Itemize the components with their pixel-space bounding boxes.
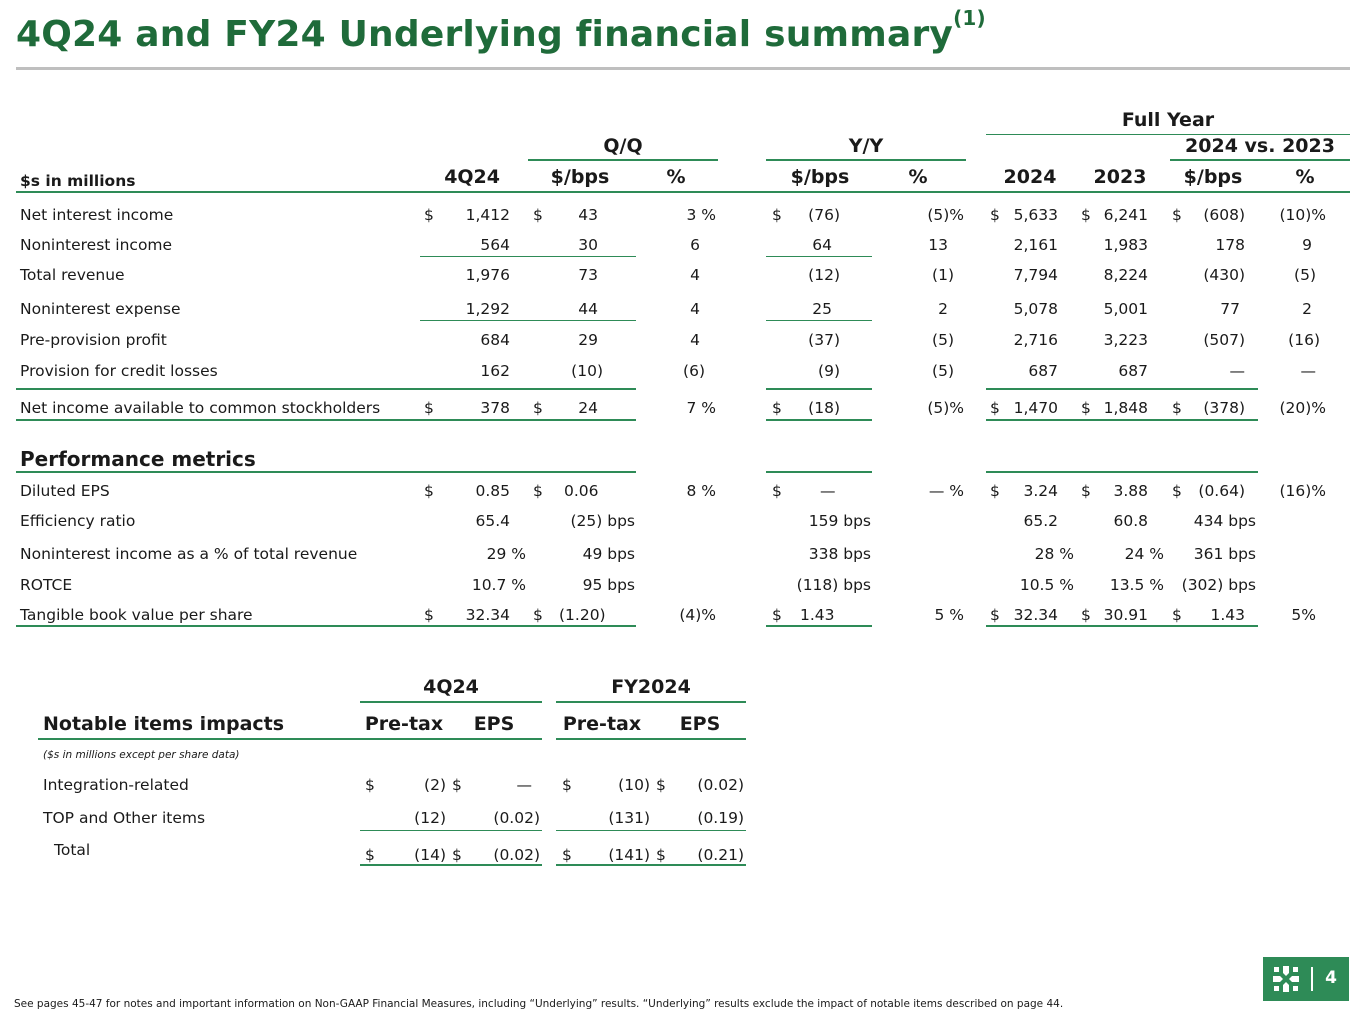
header-bottom-rule <box>16 191 1350 193</box>
perf-rule <box>766 471 872 473</box>
value-4q24: 684 <box>480 331 510 349</box>
dollar-sign: $ <box>562 846 572 864</box>
dollar-sign: $ <box>1172 206 1182 224</box>
dollar-sign: $ <box>1081 482 1091 500</box>
value-4q24: 32.34 <box>465 606 510 624</box>
value-4q24: 0.85 <box>475 482 510 500</box>
dollar-sign: $ <box>990 206 1000 224</box>
value-vs-amt: (430) <box>1203 266 1245 284</box>
header-qq-pct: % <box>666 166 686 188</box>
value-fy24: 687 <box>1028 362 1058 380</box>
value-4q24-eps: (0.02) <box>493 846 540 864</box>
value-vs-pct: (10)% <box>1279 206 1326 224</box>
header-vs-bps: $/bps <box>1183 166 1243 188</box>
value-fy23: 687 <box>1118 362 1148 380</box>
dollar-sign: $ <box>772 606 782 624</box>
value-fy2024-eps: (0.02) <box>697 776 744 794</box>
dollar-sign: $ <box>1081 606 1091 624</box>
brand-mark-icon <box>1271 964 1301 994</box>
value-4q24: 564 <box>480 236 510 254</box>
notable-eps-fy2024: EPS <box>679 713 721 735</box>
dollar-sign: $ <box>424 482 434 500</box>
notable-pretax-fy2024: Pre-tax <box>562 713 642 735</box>
value-qq-amt: 95 bps <box>582 576 635 594</box>
row-label: Noninterest income as a % of total revenue <box>20 545 358 563</box>
value-fy23: 24 % <box>1124 545 1164 563</box>
notable-pretax-4q24: Pre-tax <box>364 713 444 735</box>
notable-header-rule <box>556 701 746 703</box>
value-4q24: 162 <box>480 362 510 380</box>
value-fy24: 3.24 <box>1023 482 1058 500</box>
dollar-sign: $ <box>365 776 375 794</box>
dollar-sign: $ <box>533 399 543 417</box>
value-yy-pct: (5) <box>932 362 954 380</box>
value-fy24: 5,633 <box>1013 206 1058 224</box>
value-yy-pct: — % <box>928 482 964 500</box>
row-label: Diluted EPS <box>20 482 110 500</box>
value-fy24: 1,470 <box>1013 399 1058 417</box>
value-fy2024-pretax: (10) <box>618 776 650 794</box>
value-fy23: 1,848 <box>1103 399 1148 417</box>
value-vs-amt: — <box>1229 362 1245 380</box>
value-qq-pct: (6) <box>683 362 705 380</box>
row-label: Noninterest income <box>20 236 173 254</box>
dollar-sign: $ <box>772 206 782 224</box>
value-vs-pct: (20)% <box>1279 399 1326 417</box>
value-fy24: 28 % <box>1034 545 1074 563</box>
total-rule <box>16 388 636 390</box>
header-yy-pct: % <box>908 166 928 188</box>
value-qq-amt: 29 <box>578 331 598 349</box>
notable-total-rule <box>360 864 542 866</box>
dollar-sign: $ <box>1081 399 1091 417</box>
value-fy2024-pretax: (131) <box>608 809 650 827</box>
header-units: $s in millions <box>20 172 136 190</box>
value-fy23: 13.5 % <box>1109 576 1164 594</box>
value-yy-amt: (12) <box>808 266 840 284</box>
subtotal-rule <box>420 256 636 257</box>
value-yy-pct: (1) <box>932 266 954 284</box>
value-fy24: 10.5 % <box>1019 576 1074 594</box>
row-label: Total revenue <box>20 266 125 284</box>
dollar-sign: $ <box>562 776 572 794</box>
value-vs-pct: — <box>1300 362 1316 380</box>
notable-items-title: Notable items impacts <box>43 713 285 735</box>
value-qq-pct: (4)% <box>679 606 716 624</box>
value-yy-pct: 13 <box>928 236 948 254</box>
value-4q24-pretax: (2) <box>424 776 446 794</box>
dollar-sign: $ <box>424 606 434 624</box>
dollar-sign: $ <box>772 399 782 417</box>
row-label: Total <box>54 841 91 859</box>
value-yy-pct: (5) <box>932 331 954 349</box>
dollar-sign: $ <box>990 606 1000 624</box>
value-yy-pct: (5)% <box>927 399 964 417</box>
value-fy23: 60.8 <box>1113 512 1148 530</box>
header-4q24: 4Q24 <box>444 166 500 188</box>
page-title: 4Q24 and FY24 Underlying financial summary$^{(1)}$ <box>16 6 986 55</box>
dollar-sign: $ <box>452 846 462 864</box>
value-vs-amt: 1.43 <box>1210 606 1245 624</box>
value-4q24-pretax: (14) <box>414 846 446 864</box>
row-label: Net income available to common stockholders <box>20 399 381 417</box>
value-vs-amt: 77 <box>1220 300 1240 318</box>
row-label: Integration-related <box>43 776 189 794</box>
dollar-sign: $ <box>772 482 782 500</box>
value-fy23: 1,983 <box>1103 236 1148 254</box>
dollar-sign: $ <box>424 206 434 224</box>
row-label: Noninterest expense <box>20 300 181 318</box>
row-label: Provision for credit losses <box>20 362 218 380</box>
subtotal-rule <box>766 320 872 321</box>
row-label: TOP and Other items <box>43 809 206 827</box>
total-rule <box>766 419 872 421</box>
value-fy2024-pretax: (141) <box>608 846 650 864</box>
value-yy-amt: 1.43 <box>800 606 835 624</box>
header-yy-rule <box>766 159 966 161</box>
value-fy23: 5,001 <box>1103 300 1148 318</box>
dollar-sign: $ <box>1172 482 1182 500</box>
value-qq-amt: 24 <box>578 399 598 417</box>
perf-bottom-rule <box>986 625 1258 627</box>
value-qq-pct: 7 % <box>686 399 716 417</box>
title-divider <box>16 67 1350 70</box>
value-yy-amt: 338 bps <box>808 545 871 563</box>
value-fy23: 3,223 <box>1103 331 1148 349</box>
dollar-sign: $ <box>533 206 543 224</box>
value-qq-pct: 4 <box>690 300 700 318</box>
value-fy2024-eps: (0.21) <box>697 846 744 864</box>
value-vs-amt: (0.64) <box>1198 482 1245 500</box>
dollar-sign: $ <box>533 482 543 500</box>
total-rule <box>766 388 872 390</box>
value-yy-amt: (76) <box>808 206 840 224</box>
value-4q24-eps: (0.02) <box>493 809 540 827</box>
row-label: Net interest income <box>20 206 174 224</box>
perf-bottom-rule <box>16 625 636 627</box>
value-4q24-eps: — <box>516 776 532 794</box>
value-yy-amt: 64 <box>812 236 832 254</box>
value-vs-pct: 9 <box>1302 236 1312 254</box>
value-qq-amt: 73 <box>578 266 598 284</box>
value-qq-amt: (1.20) <box>559 606 606 624</box>
value-yy-amt: 25 <box>812 300 832 318</box>
total-rule <box>986 419 1258 421</box>
header-2023: 2023 <box>1093 166 1147 188</box>
value-qq-amt: 49 bps <box>582 545 635 563</box>
value-fy2024-eps: (0.19) <box>697 809 744 827</box>
value-vs-pct: 5% <box>1291 606 1316 624</box>
value-fy24: 2,161 <box>1013 236 1058 254</box>
value-qq-amt: 44 <box>578 300 598 318</box>
title-footnote-ref: (1) <box>953 6 986 30</box>
notable-header-bottom-rule <box>38 738 542 740</box>
performance-metrics-heading: Performance metrics <box>20 447 256 471</box>
dollar-sign: $ <box>365 846 375 864</box>
dollar-sign: $ <box>990 399 1000 417</box>
value-vs-amt: (608) <box>1203 206 1245 224</box>
dollar-sign: $ <box>656 846 666 864</box>
brand-logo <box>1263 957 1349 1001</box>
value-yy-amt: (18) <box>808 399 840 417</box>
value-qq-amt: 43 <box>578 206 598 224</box>
value-vs-amt: (507) <box>1203 331 1245 349</box>
total-rule <box>986 388 1258 390</box>
dollar-sign: $ <box>990 482 1000 500</box>
dollar-sign: $ <box>452 776 462 794</box>
dollar-sign: $ <box>656 776 666 794</box>
value-qq-pct: 3 % <box>686 206 716 224</box>
value-fy24: 2,716 <box>1013 331 1058 349</box>
value-qq-amt: (25) bps <box>570 512 635 530</box>
notable-header-fy2024: FY2024 <box>611 676 691 698</box>
page-number: 4 <box>1325 968 1337 988</box>
perf-rule <box>986 471 1258 473</box>
value-qq-pct: 4 <box>690 266 700 284</box>
value-4q24: 378 <box>480 399 510 417</box>
value-vs-pct: 2 <box>1302 300 1312 318</box>
value-fy23: 30.91 <box>1103 606 1148 624</box>
value-4q24: 1,412 <box>465 206 510 224</box>
logo-separator <box>1311 967 1313 991</box>
header-qq: Q/Q <box>603 135 643 157</box>
row-label: ROTCE <box>20 576 73 594</box>
value-fy23: 3.88 <box>1113 482 1148 500</box>
value-vs-amt: (378) <box>1203 399 1245 417</box>
notable-eps-4q24: EPS <box>473 713 515 735</box>
dollar-sign: $ <box>1081 206 1091 224</box>
value-yy-amt: (9) <box>818 362 840 380</box>
notable-total-rule <box>556 864 746 866</box>
dollar-sign: $ <box>424 399 434 417</box>
header-vs-rule <box>1170 159 1350 161</box>
value-fy23: 8,224 <box>1103 266 1148 284</box>
notable-header-bottom-rule <box>556 738 746 740</box>
value-fy24: 7,794 <box>1013 266 1058 284</box>
value-vs-pct: (16)% <box>1279 482 1326 500</box>
value-4q24: 10.7 % <box>471 576 526 594</box>
value-fy23: 6,241 <box>1103 206 1148 224</box>
value-4q24-pretax: (12) <box>414 809 446 827</box>
value-vs-amt: 178 <box>1215 236 1245 254</box>
value-4q24: 1,976 <box>465 266 510 284</box>
value-qq-amt: (10) <box>571 362 603 380</box>
notable-subtotal-rule <box>360 830 542 831</box>
value-qq-amt: 0.06 <box>564 482 599 500</box>
total-rule <box>16 419 636 421</box>
notable-header-4q24: 4Q24 <box>423 676 479 698</box>
header-full-year: Full Year <box>1121 109 1215 131</box>
header-yy: Y/Y <box>848 135 884 157</box>
notable-units-note: ($s in millions except per share data) <box>43 749 240 761</box>
header-vs-pct: % <box>1295 166 1315 188</box>
value-fy24: 5,078 <box>1013 300 1058 318</box>
dollar-sign: $ <box>1172 606 1182 624</box>
value-fy24: 32.34 <box>1013 606 1058 624</box>
value-4q24: 1,292 <box>465 300 510 318</box>
value-yy-amt: (37) <box>808 331 840 349</box>
value-vs-amt: 434 bps <box>1193 512 1256 530</box>
dollar-sign: $ <box>533 606 543 624</box>
value-yy-pct: 5 % <box>934 606 964 624</box>
header-vs: 2024 vs. 2023 <box>1185 135 1335 157</box>
dollar-sign: $ <box>1172 399 1182 417</box>
perf-rule <box>16 471 636 473</box>
footer-note: See pages 45-47 for notes and important information on Non-GAAP Financial Measures, including “Underlying” results. “Underlying” results exclude the impact of notable items described on page 44. <box>14 998 1064 1010</box>
perf-bottom-rule <box>766 625 872 627</box>
value-yy-amt: 159 bps <box>808 512 871 530</box>
row-label: Efficiency ratio <box>20 512 136 530</box>
value-vs-amt: 361 bps <box>1193 545 1256 563</box>
value-qq-pct: 6 <box>690 236 700 254</box>
value-yy-pct: (5)% <box>927 206 964 224</box>
value-4q24: 29 % <box>486 545 526 563</box>
value-vs-pct: (16) <box>1288 331 1320 349</box>
row-label: Tangible book value per share <box>20 606 253 624</box>
value-yy-pct: 2 <box>938 300 948 318</box>
value-fy24: 65.2 <box>1023 512 1058 530</box>
subtotal-rule <box>420 320 636 321</box>
header-yy-bps: $/bps <box>790 166 850 188</box>
value-vs-pct: (5) <box>1294 266 1316 284</box>
notable-header-rule <box>360 701 542 703</box>
header-qq-bps: $/bps <box>550 166 610 188</box>
value-4q24: 65.4 <box>475 512 510 530</box>
header-qq-rule <box>528 159 718 161</box>
subtotal-rule <box>766 256 872 257</box>
row-label: Pre-provision profit <box>20 331 167 349</box>
value-qq-pct: 8 % <box>686 482 716 500</box>
value-vs-amt: (302) bps <box>1181 576 1256 594</box>
value-yy-amt: (118) bps <box>796 576 871 594</box>
notable-subtotal-rule <box>556 830 746 831</box>
value-qq-pct: 4 <box>690 331 700 349</box>
header-2024: 2024 <box>1003 166 1057 188</box>
value-qq-amt: 30 <box>578 236 598 254</box>
value-yy-amt: — <box>820 482 836 500</box>
